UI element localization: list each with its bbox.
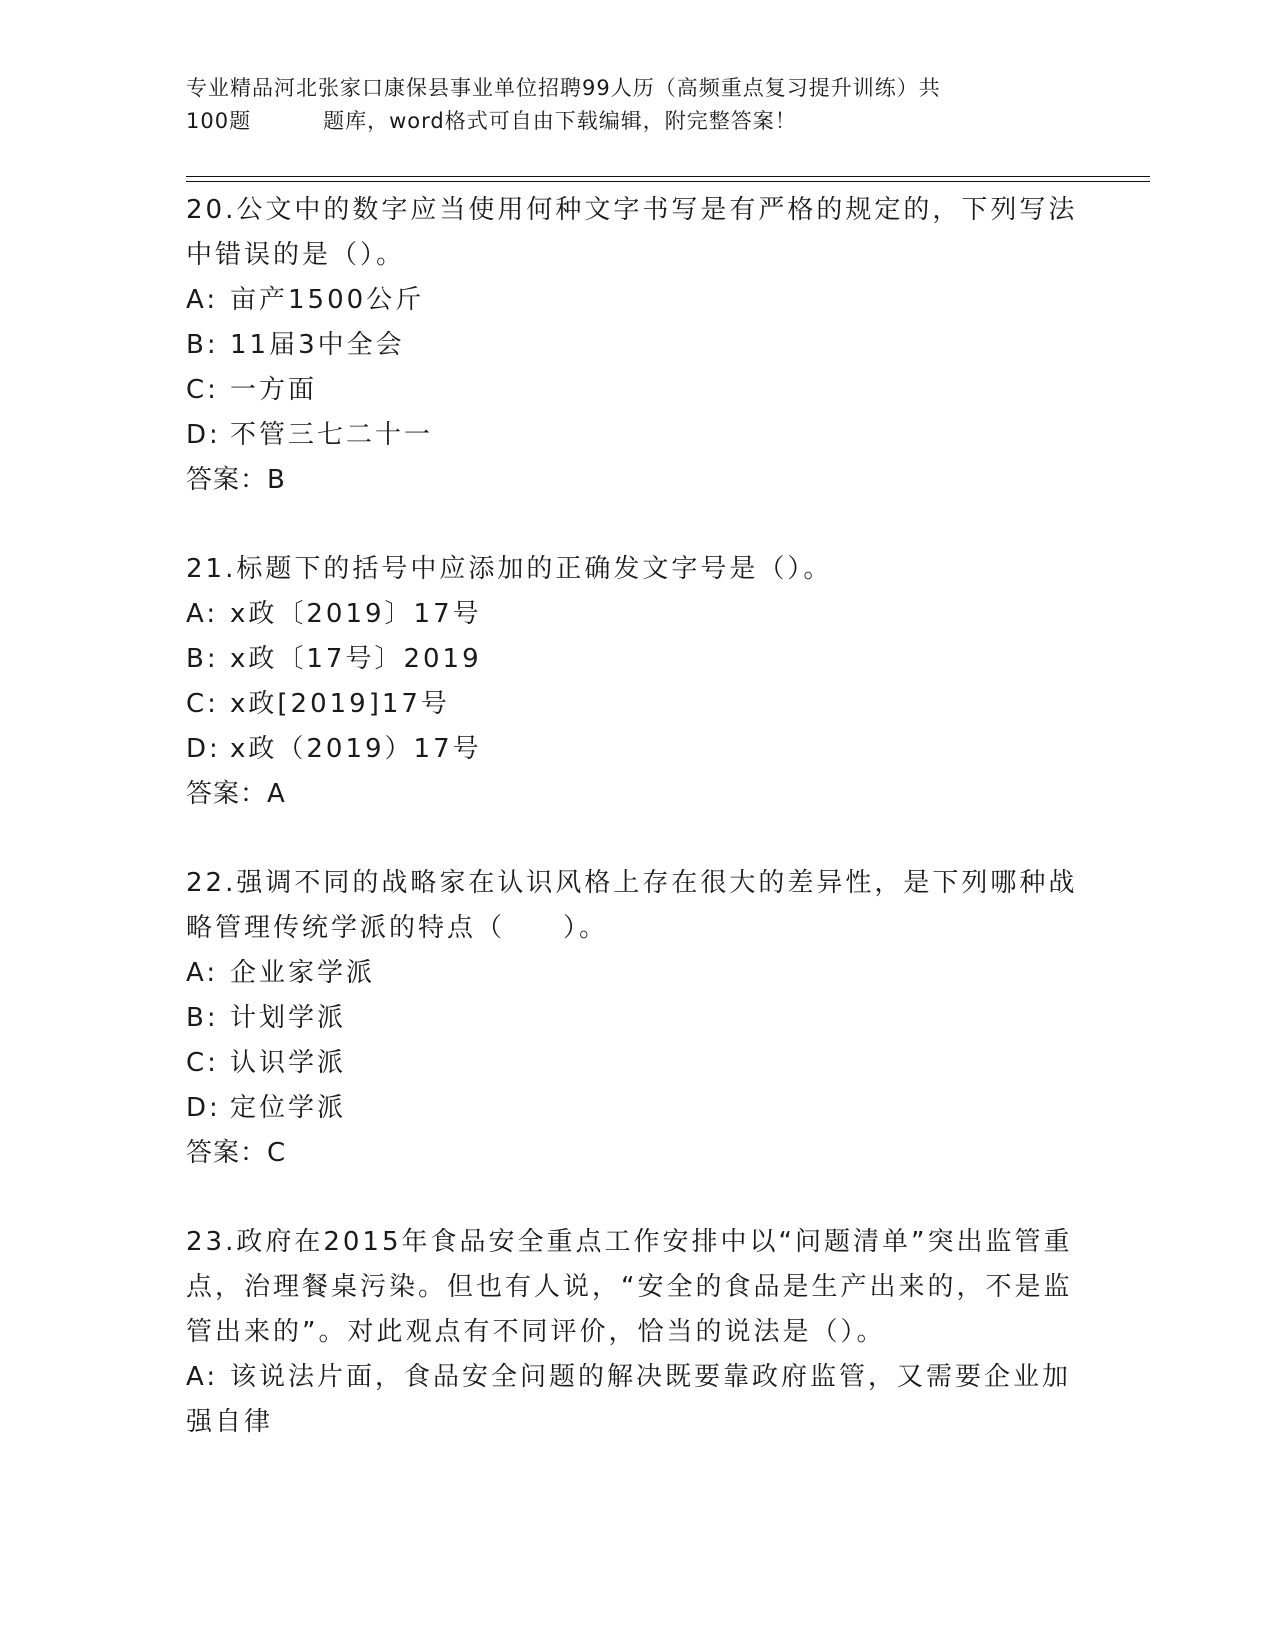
document-header xyxy=(186,72,1086,138)
option-a xyxy=(186,951,1086,996)
option-d xyxy=(186,1086,1086,1131)
option-a xyxy=(186,1355,1086,1445)
option-letter: B: xyxy=(186,330,219,360)
header-divider-bottom xyxy=(186,181,1150,182)
question-stem: 21.标题下的括号中应添加的正确发文字号是（）。 xyxy=(186,554,833,584)
option-b xyxy=(186,637,1086,682)
option-a xyxy=(186,592,1086,637)
option-text: 亩产1500公斤 xyxy=(230,285,425,315)
option-text: 计划学派 xyxy=(230,1003,347,1033)
header-line-2-left: 100题 xyxy=(186,109,252,133)
answer-line: 答案：B xyxy=(186,465,286,495)
question-stem: 20.公文中的数字应当使用何种文字书写是有严格的规定的，下列写法中错误的是（）。 xyxy=(186,195,1078,270)
question-stem: 23.政府在2015年食品安全重点工作安排中以“问题清单”突出监管重点，治理餐桌污染。但也有人说，“安全的食品是生产出来的，不是监管出来的”。对此观点有不同评价，恰当的说法是（）。 xyxy=(186,1227,1073,1347)
option-letter: B: xyxy=(186,1003,219,1033)
option-c xyxy=(186,1041,1086,1086)
header-line-1: 专业精品河北张家口康保县事业单位招聘99人历（高频重点复习提升训练）共 xyxy=(186,76,941,100)
answer-line: 答案：C xyxy=(186,1138,287,1168)
option-text: 该说法片面，食品安全问题的解决既要靠政府监管，又需要企业加强自律 xyxy=(186,1362,1072,1437)
option-letter: A: xyxy=(186,285,219,315)
option-b xyxy=(186,996,1086,1041)
option-c xyxy=(186,682,1086,727)
question-22 xyxy=(186,861,1086,1176)
option-b xyxy=(186,323,1086,368)
option-letter: B: xyxy=(186,644,219,674)
answer-line: 答案：A xyxy=(186,779,286,809)
question-list xyxy=(186,188,1086,1489)
option-text: 认识学派 xyxy=(230,1048,347,1078)
option-text: 11届3中全会 xyxy=(230,330,405,360)
option-d xyxy=(186,413,1086,458)
option-letter: A: xyxy=(186,1362,219,1392)
option-text: x政〔2019〕17号 xyxy=(230,599,482,629)
header-line-2 xyxy=(186,105,1086,138)
question-20 xyxy=(186,188,1086,503)
option-text: x政〔17号〕2019 xyxy=(230,644,482,674)
option-text: x政[2019]17号 xyxy=(230,689,450,719)
option-letter: A: xyxy=(186,958,219,988)
option-c xyxy=(186,368,1086,413)
option-text: 定位学派 xyxy=(230,1093,347,1123)
question-23 xyxy=(186,1220,1086,1445)
option-text: 一方面 xyxy=(230,375,318,405)
option-d xyxy=(186,727,1086,772)
option-text: 企业家学派 xyxy=(230,958,376,988)
option-letter: C: xyxy=(186,1048,219,1078)
question-stem: 22.强调不同的战略家在认识风格上存在很大的差异性，是下列哪种战略管理传统学派的特点（ ）。 xyxy=(186,868,1078,943)
option-letter: C: xyxy=(186,689,219,719)
option-a xyxy=(186,278,1086,323)
header-line-2-right: 题库，word格式可自由下载编辑，附完整答案！ xyxy=(323,109,797,133)
option-letter: A: xyxy=(186,599,219,629)
option-letter: D: xyxy=(186,734,221,764)
option-letter: D: xyxy=(186,1093,221,1123)
option-letter: C: xyxy=(186,375,219,405)
option-letter: D: xyxy=(186,420,221,450)
option-text: x政（2019）17号 xyxy=(230,734,482,764)
header-divider-top xyxy=(186,176,1150,177)
option-text: 不管三七二十一 xyxy=(230,420,434,450)
question-21 xyxy=(186,547,1086,817)
